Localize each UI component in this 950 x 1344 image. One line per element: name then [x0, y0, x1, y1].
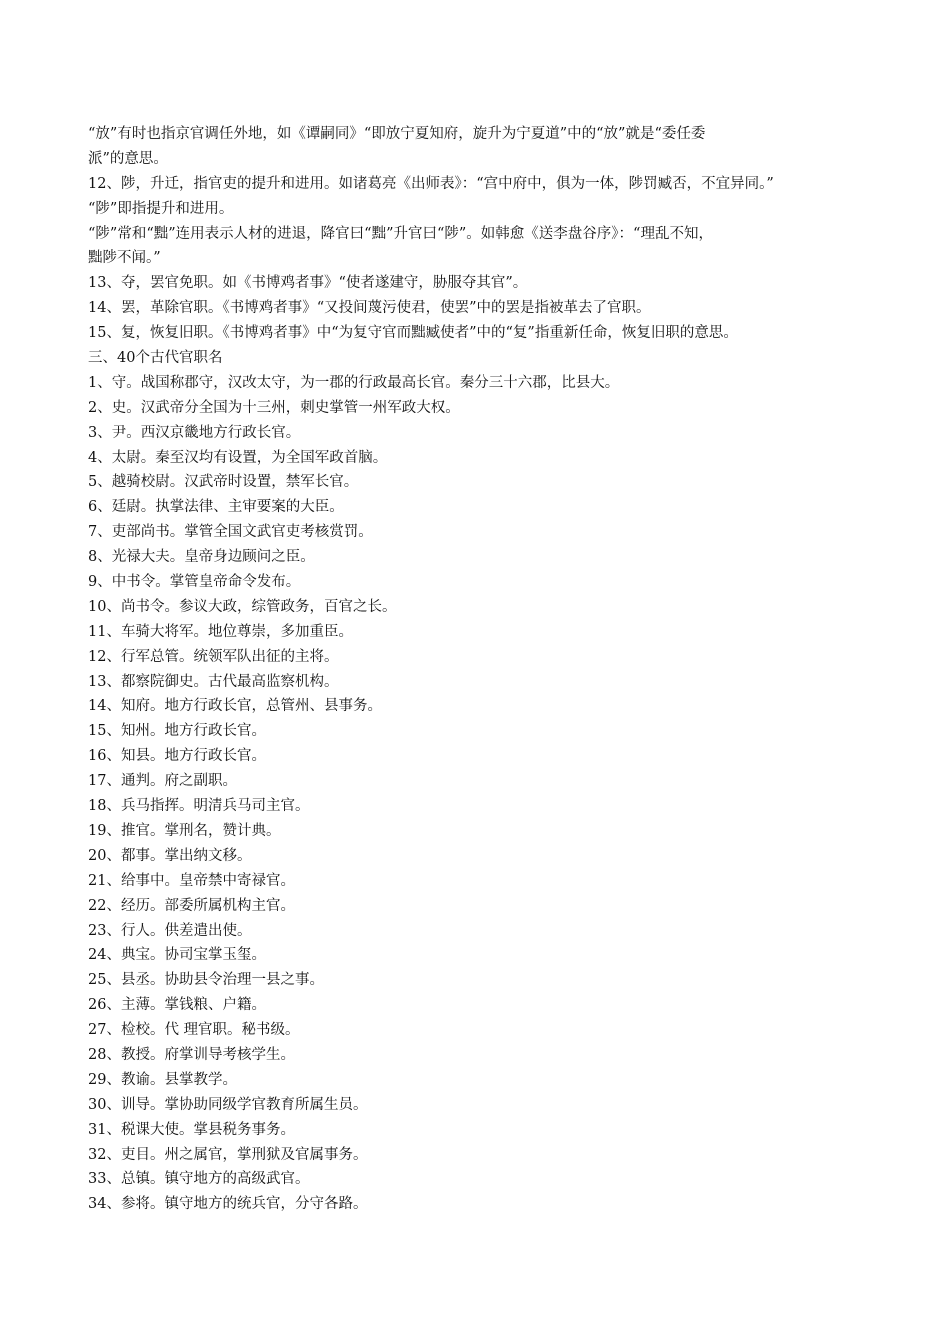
text-line: 12、行军总管。统领军队出征的主将。 — [88, 648, 339, 665]
text-line: 12、陟，升迁，指官吏的提升和进用。如诸葛亮《出师表》：“宫中府中，俱为一体，陟罚臧否，不宜异同。” — [88, 175, 774, 192]
text-line: 三、40个古代官职名 — [88, 350, 223, 367]
text-line: 24、典宝。协司宝掌玉玺。 — [88, 947, 266, 964]
text-line: “陟”常和“黜”连用表示人材的进退，降官曰“黜”升官曰“陟”。如韩愈《送李盘谷序》：“理乱不知， — [88, 225, 713, 242]
text-line: 21、给事中。皇帝禁中寄禄官。 — [88, 872, 295, 889]
text-line: “陟”即指提升和进用。 — [88, 200, 234, 217]
text-line: 9、中书令。掌管皇帝命令发布。 — [88, 574, 301, 591]
text-line: 10、尚书令。参议大政，综管政务，百官之长。 — [88, 598, 397, 615]
text-line: 18、兵马指挥。明清兵马司主官。 — [88, 798, 310, 815]
text-line: 33、总镇。镇守地方的高级武官。 — [88, 1171, 310, 1188]
text-line: 6、廷尉。执掌法律、主审要案的大臣。 — [88, 499, 344, 516]
text-line: 31、税课大使。掌县税务事务。 — [88, 1121, 295, 1138]
text-line: “放”有时也指京官调任外地，如《谭嗣同》“即放宁夏知府，旋升为宁夏道”中的“放”就是“委任委 — [88, 126, 706, 142]
text-line: 13、夺，罢官免职。如《书博鸡者事》“使者遂建守，胁服夺其官”。 — [88, 275, 528, 292]
text-line: 4、太尉。秦至汉均有设置，为全国军政首脑。 — [88, 449, 388, 466]
text-line: 2、史。汉武帝分全国为十三州，刺史掌管一州军政大权。 — [88, 399, 460, 416]
text-line: 26、主薄。掌钱粮、户籍。 — [88, 997, 266, 1014]
text-line: 8、光禄大夫。皇帝身边顾问之臣。 — [88, 549, 315, 566]
text-line: 1、守。战国称郡守，汉改太守，为一郡的行政最高长官。秦分三十六郡，比县大。 — [88, 374, 620, 391]
text-line: 黜陟不闻。” — [88, 250, 161, 267]
text-line: 17、通判。府之副职。 — [88, 773, 237, 790]
text-line: 29、教谕。县掌教学。 — [88, 1071, 237, 1088]
text-line: 11、车骑大将军。地位尊崇，多加重臣。 — [88, 623, 353, 640]
text-line: 19、推官。掌刑名，赞计典。 — [88, 822, 281, 839]
text-line: 16、知县。地方行政长官。 — [88, 748, 266, 765]
text-line: 27、检校。代 理官职。秘书级。 — [88, 1022, 300, 1039]
text-line: 32、吏目。州之属官，掌刑狱及官属事务。 — [88, 1146, 368, 1163]
text-line: 22、经历。部委所属机构主官。 — [88, 897, 295, 914]
text-line: 3、尹。西汉京畿地方行政长官。 — [88, 424, 301, 441]
text-line: 派”的意思。 — [88, 150, 168, 167]
text-line: 15、复，恢复旧职。《书博鸡者事》中“为复守官而黜臧使者”中的“复”指重新任命，恢复旧职的意思。 — [88, 325, 738, 342]
text-line: 30、训导。掌协助同级学官教育所属生员。 — [88, 1096, 368, 1113]
text-line: 28、教授。府掌训导考核学生。 — [88, 1046, 295, 1063]
text-line: 23、行人。供差遣出使。 — [88, 922, 252, 939]
text-line: 25、县丞。协助县令治理一县之事。 — [88, 972, 324, 989]
text-line: 5、越骑校尉。汉武帝时设置，禁军长官。 — [88, 474, 359, 491]
text-line: 14、知府。地方行政长官，总管州、县事务。 — [88, 698, 382, 715]
text-line: 14、罢，革除官职。《书博鸡者事》“又投间蔑污使君，使罢”中的罢是指被革去了官职。 — [88, 300, 651, 317]
document-body — [88, 122, 870, 1217]
text-line: 7、吏部尚书。掌管全国文武官吏考核赏罚。 — [88, 524, 373, 541]
text-line: 20、都事。掌出纳文移。 — [88, 847, 252, 864]
text-line: 34、参将。镇守地方的统兵官，分守各路。 — [88, 1196, 368, 1213]
text-line: 13、都察院御史。古代最高监察机构。 — [88, 673, 339, 690]
text-line: 15、知州。地方行政长官。 — [88, 723, 266, 740]
